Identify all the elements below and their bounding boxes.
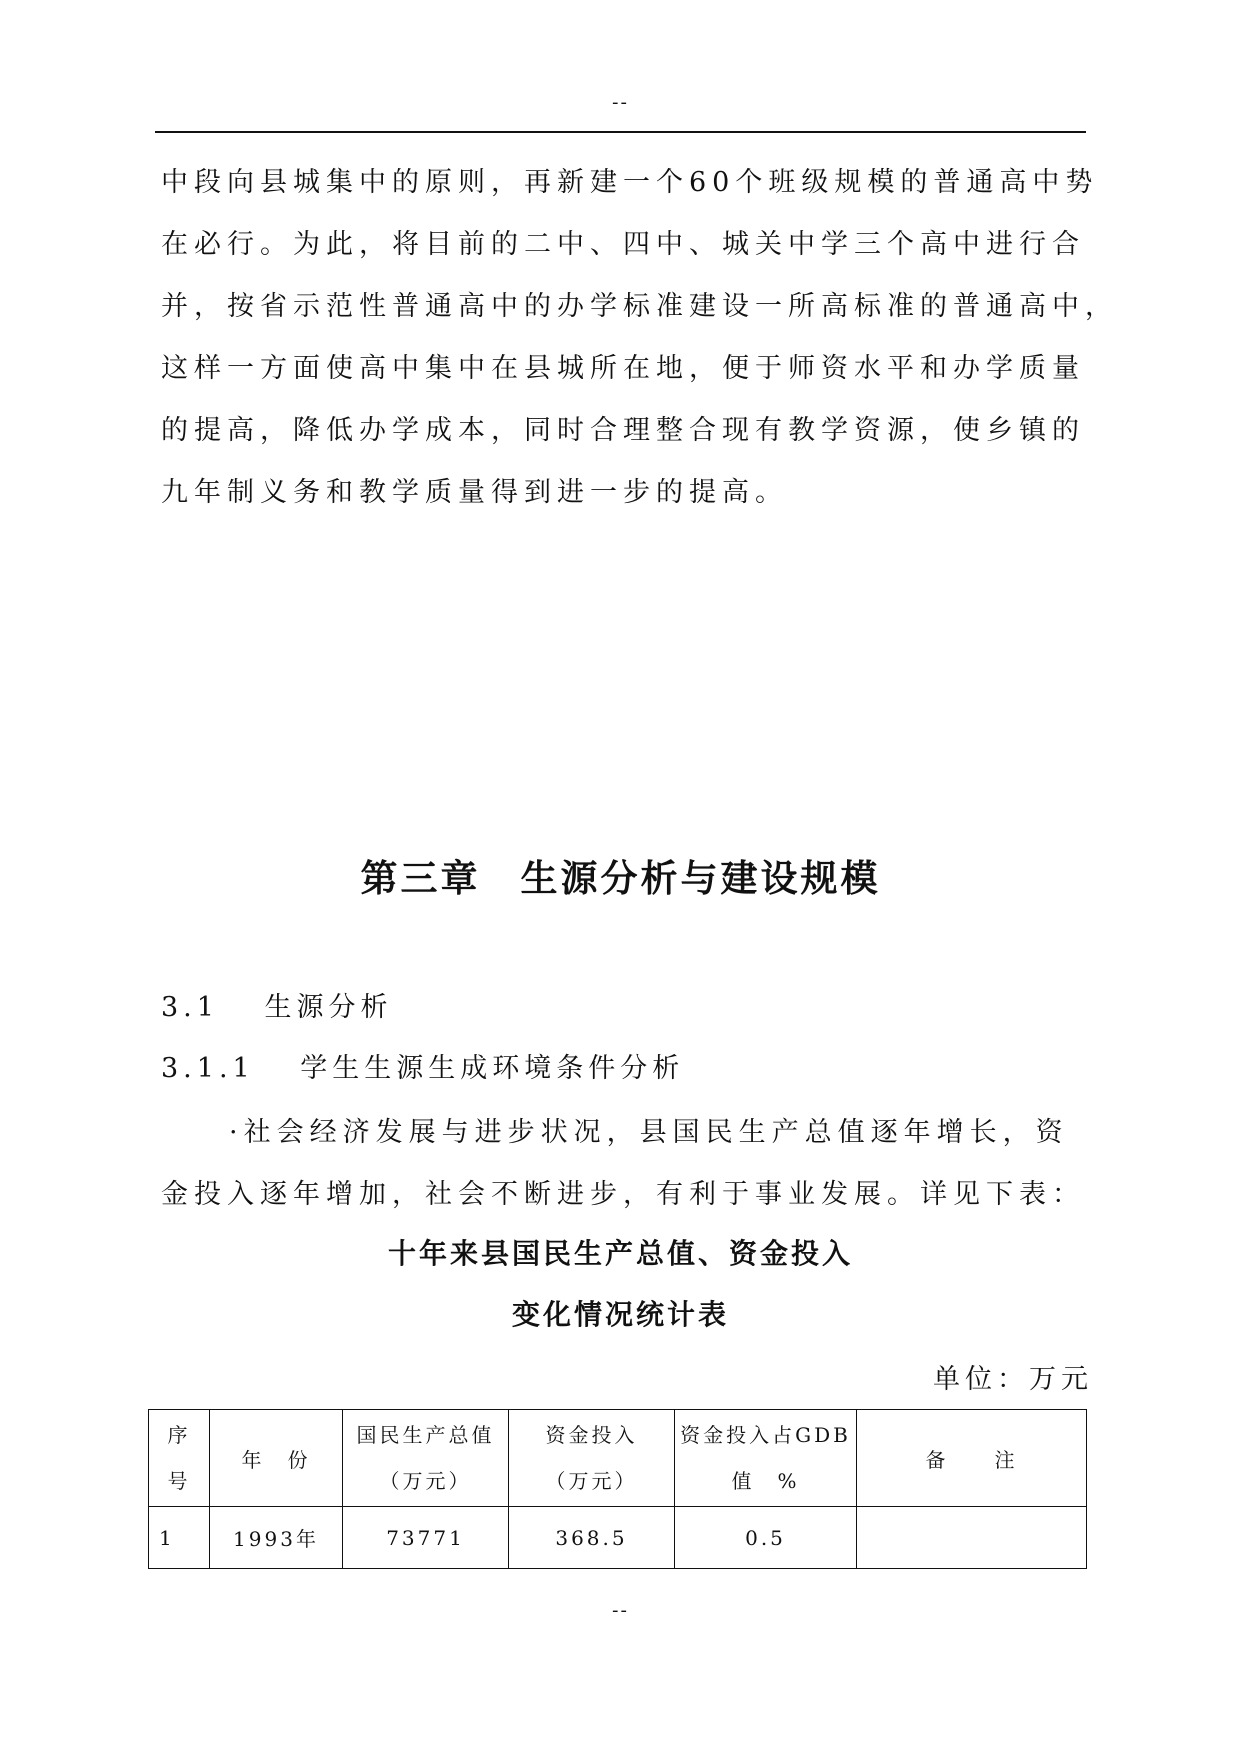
header-investment-top: 资金投入 — [545, 1423, 638, 1447]
paragraph-line: 九年制义务和教学质量得到进一步的提高。 — [161, 477, 788, 508]
cell-gdp: 73771 — [343, 1507, 509, 1569]
intro-paragraph — [161, 152, 1118, 524]
header-gdp — [343, 1410, 509, 1507]
statistics-table — [148, 1409, 1087, 1569]
header-investment-bottom: （万元） — [545, 1469, 638, 1493]
body-paragraph — [161, 1102, 1093, 1226]
paragraph-line: 并，按省示范性普通高中的办学标准建设一所高标准的普通高中， — [161, 291, 1118, 322]
header-rule — [155, 131, 1086, 133]
page-footer-mark: -- — [612, 1600, 629, 1621]
paragraph-line: 中段向县城集中的原则，再新建一个60个班级规模的普通高中势 — [161, 167, 1099, 198]
header-year: 年 份 — [210, 1410, 343, 1507]
header-seq-bottom: 号 — [167, 1469, 191, 1493]
table-header-row — [149, 1410, 1087, 1507]
section-heading-3-1: 3.1 生源分析 — [161, 992, 393, 1023]
chapter-title: 第三章 生源分析与建设规模 — [360, 857, 881, 900]
paragraph-line: 的提高，降低办学成本，同时合理整合现有教学资源，使乡镇的 — [161, 415, 1085, 446]
body-line: 金投入逐年增加，社会不断进步，有利于事业发展。详见下表： — [161, 1179, 1085, 1210]
header-ratio-top: 资金投入占GDB — [680, 1423, 851, 1447]
table-title-line-2: 变化情况统计表 — [511, 1298, 729, 1331]
body-line: ·社会经济发展与进步状况，县国民生产总值逐年增长，资 — [229, 1117, 1069, 1148]
table-row — [149, 1507, 1087, 1569]
cell-note — [857, 1507, 1087, 1569]
table-title-line-1: 十年来县国民生产总值、资金投入 — [387, 1237, 853, 1270]
header-seq-top: 序 — [167, 1423, 191, 1447]
header-seq — [149, 1410, 210, 1507]
paragraph-line: 这样一方面使高中集中在县城所在地，便于师资水平和办学质量 — [161, 353, 1085, 384]
table-unit-label: 单位：万元 — [933, 1364, 1093, 1395]
header-investment — [509, 1410, 675, 1507]
header-gdp-bottom: （万元） — [379, 1469, 472, 1493]
header-note: 备 注 — [857, 1410, 1087, 1507]
header-gdp-top: 国民生产总值 — [356, 1423, 495, 1447]
cell-year: 1993年 — [210, 1507, 343, 1569]
cell-ratio: 0.5 — [675, 1507, 857, 1569]
page-header-mark: -- — [612, 92, 629, 113]
header-ratio-bottom: 值 % — [731, 1469, 800, 1493]
paragraph-line: 在必行。为此，将目前的二中、四中、城关中学三个高中进行合 — [161, 229, 1085, 260]
cell-investment: 368.5 — [509, 1507, 675, 1569]
header-ratio — [675, 1410, 857, 1507]
section-heading-3-1-1: 3.1.1 学生生源生成环境条件分析 — [161, 1053, 685, 1084]
cell-seq: 1 — [149, 1507, 210, 1569]
